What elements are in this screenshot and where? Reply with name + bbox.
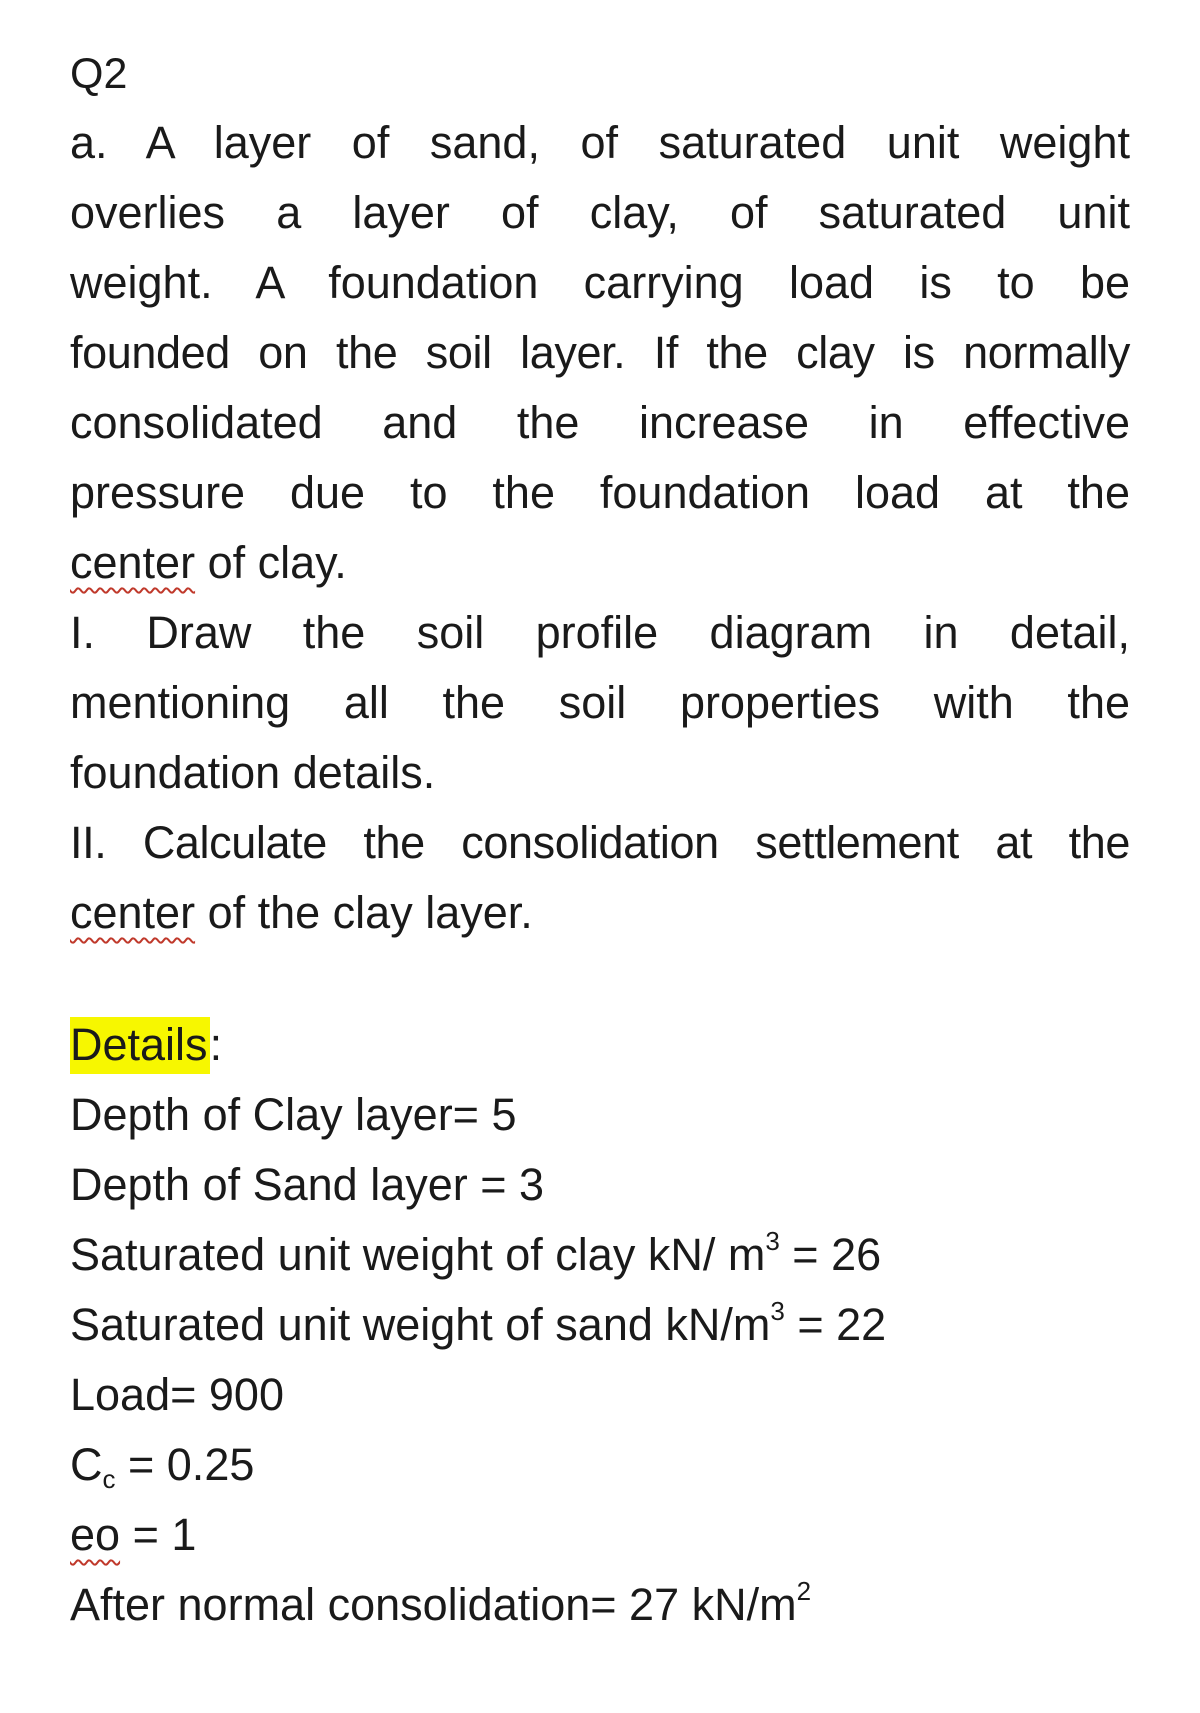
- sand-unit-weight: [70, 1290, 1130, 1360]
- after-consolidation-text: After normal consolidation= 27 kN/m: [70, 1579, 797, 1630]
- part-a-line-5: consolidated and the increase in effective: [70, 397, 1130, 448]
- part-i-line-2: mentioning all the soil properties with the: [70, 677, 1130, 728]
- clay-unit-weight-value: = 26: [779, 1229, 882, 1280]
- spellcheck-word-center-2: center: [70, 887, 196, 938]
- spellcheck-word-center: center: [70, 537, 196, 588]
- part-a-line-1: a. A layer of sand, of saturated unit weight: [70, 117, 1130, 168]
- load-value: Load= 900: [70, 1369, 284, 1420]
- cc-value: = 0.25: [115, 1439, 255, 1490]
- part-a-line-4: founded on the soil layer. If the clay is normally: [70, 327, 1130, 378]
- sand-unit-weight-exponent: 3: [770, 1296, 785, 1326]
- part-i-line-1: I. Draw the soil profile diagram in detail,: [70, 607, 1130, 658]
- part-ii-line-1: II. Calculate the consolidation settlement at the: [70, 817, 1130, 868]
- details-heading: Details: [70, 1017, 210, 1074]
- after-consolidation-exponent: 2: [796, 1576, 812, 1606]
- clay-unit-weight: [70, 1220, 1130, 1290]
- paragraph-spacer: [70, 948, 1130, 1010]
- clay-depth: Depth of Clay layer= 5: [70, 1089, 517, 1140]
- eo-value: = 1: [120, 1509, 197, 1560]
- sand-depth: Depth of Sand layer = 3: [70, 1159, 545, 1210]
- details-heading-row: [70, 1010, 1130, 1080]
- void-ratio: [70, 1500, 1130, 1570]
- part-a-line-6: pressure due to the foundation load at the: [70, 467, 1130, 518]
- compression-index: [70, 1430, 1130, 1500]
- part-a-line-3: weight. A foundation carrying load is to be: [70, 257, 1130, 308]
- part-a-line-2: overlies a layer of clay, of saturated unit: [70, 187, 1130, 238]
- part-a-line-7-rest: of clay.: [195, 537, 347, 588]
- part-ii-line-2-rest: of the clay layer.: [195, 887, 533, 938]
- part-ii-line-2: [70, 878, 1130, 948]
- after-normal-consolidation: [70, 1570, 1130, 1640]
- cc-subscript: c: [102, 1464, 116, 1494]
- cc-symbol: C: [70, 1439, 103, 1490]
- question-label: Q2: [70, 50, 128, 98]
- sand-unit-weight-value: = 22: [784, 1299, 887, 1350]
- eo-symbol: eo: [70, 1509, 121, 1560]
- clay-unit-weight-text: Saturated unit weight of clay kN/ m: [70, 1229, 766, 1280]
- document-page: [70, 40, 1130, 1640]
- sand-unit-weight-text: Saturated unit weight of sand kN/m: [70, 1299, 771, 1350]
- part-i-line-3: foundation details.: [70, 747, 436, 798]
- clay-unit-weight-exponent: 3: [765, 1226, 780, 1256]
- details-heading-colon: :: [209, 1019, 223, 1070]
- part-a-line-7: [70, 528, 1130, 598]
